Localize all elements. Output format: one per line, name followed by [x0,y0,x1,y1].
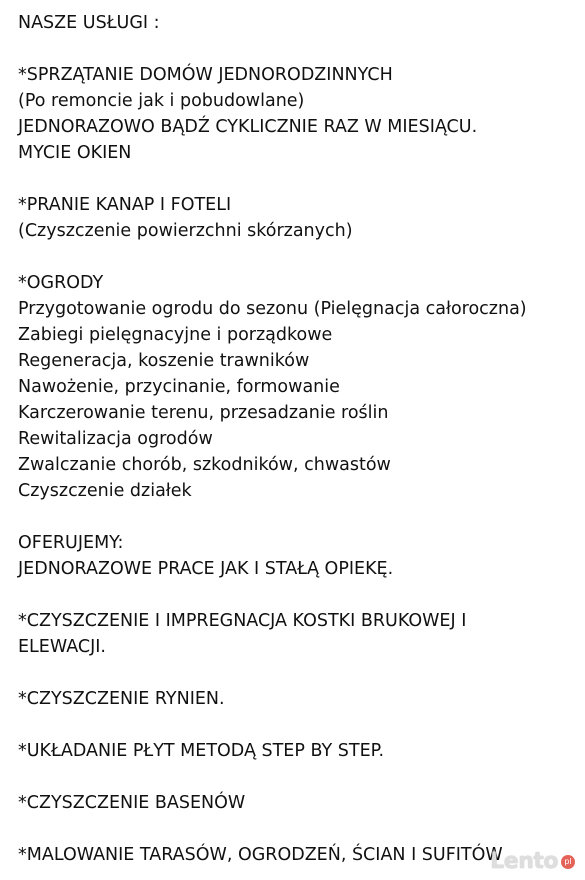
blank-line [18,36,578,62]
text-line: Zabiegi pielęgnacyjne i porządkowe [18,325,333,345]
text-line: Zwalczanie chorób, szkodników, chwastów [18,455,391,475]
text-line: Karczerowanie terenu, przesadzanie roślin [18,403,389,423]
text-line: *PRANIE KANAP I FOTELI [18,195,232,215]
blank-line [18,504,578,530]
text-line: Nawożenie, przycinanie, formowanie [18,377,340,397]
text-line: *UKŁADANIE PŁYT METODĄ STEP BY STEP. [18,741,385,761]
text-line: *CZYSZCZENIE BASENÓW [18,793,246,813]
text-line: *SPRZĄTANIE DOMÓW JEDNORODZINNYCH [18,65,393,85]
blank-line [18,764,578,790]
text-line: (Po remoncie jak i pobudowlane) [18,91,305,111]
blank-line [18,582,578,608]
text-line: Rewitalizacja ogrodów [18,429,213,449]
text-line: JEDNORAZOWE PRACE JAK I STAŁĄ OPIEKĘ. [18,559,394,579]
text-line: Regeneracja, koszenie trawników [18,351,310,371]
text-line: MYCIE OKIEN [18,143,132,163]
text-line: *CZYSZCZENIE I IMPREGNACJA KOSTKI BRUKOWEJ I [18,611,467,631]
text-line: NASZE USŁUGI : [18,13,160,33]
text-line: ELEWACJI. [18,637,106,657]
text-line: Czyszczenie działek [18,481,192,501]
watermark-text: Lento [490,849,558,874]
text-line: OFERUJEMY: [18,533,124,553]
text-line: JEDNORAZOWO BĄDŹ CYKLICZNIE RAZ W MIESIĄCU. [18,117,478,137]
text-line: *MALOWANIE TARASÓW, OGRODZEŃ, ŚCIAN I SUFITÓW [18,845,503,865]
watermark-logo [490,849,575,874]
text-line: *CZYSZCZENIE RYNIEN. [18,689,225,709]
blank-line [18,244,578,270]
blank-line [18,660,578,686]
blank-line [18,712,578,738]
text-line: Przygotowanie ogrodu do sezonu (Pielęgnacja całoroczna) [18,299,527,319]
document-body [18,10,578,868]
watermark-badge: pl [561,855,575,869]
blank-line [18,816,578,842]
text-line: *OGRODY [18,273,104,293]
text-line: (Czyszczenie powierzchni skórzanych) [18,221,353,241]
blank-line [18,166,578,192]
